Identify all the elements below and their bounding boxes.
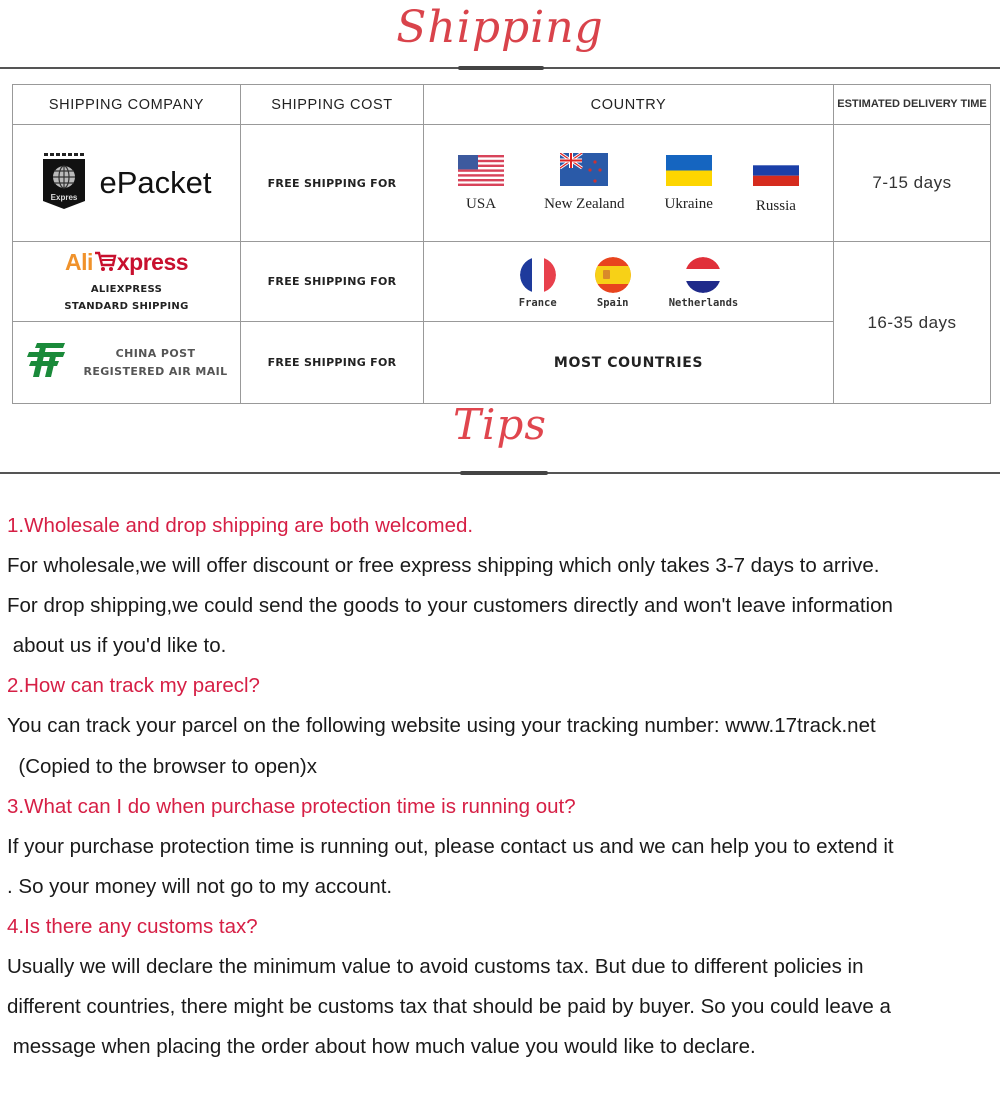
company-cell-epacket	[13, 125, 241, 242]
new-zealand-flag-icon	[560, 153, 608, 186]
country-name: New Zealand	[544, 196, 625, 212]
country-usa	[458, 155, 504, 213]
tip-answer-line: message when placing the order about how much value you would like to declare.	[7, 1035, 756, 1059]
country-name: Russia	[755, 198, 796, 214]
country-spain	[595, 257, 631, 309]
shipping-cost-cell: FREE SHIPPING FOR	[241, 125, 424, 242]
tip-answer-line: For drop shipping,we could send the goods to your customers directly and won't leave information	[7, 594, 893, 618]
tip-answer-line: (Copied to the browser to open)x	[7, 754, 317, 778]
country-ukraine	[665, 155, 713, 213]
most-countries-cell: MOST COUNTRIES	[424, 322, 834, 404]
tips-content	[7, 506, 1000, 1067]
country-name: USA	[466, 196, 497, 212]
country-name: France	[518, 296, 557, 309]
shipping-divider-accent	[458, 66, 544, 70]
netherlands-flag-icon	[685, 257, 721, 293]
tip-question-2: 2.How can track my parecl?	[7, 674, 260, 698]
shipping-title: Shipping	[396, 2, 604, 53]
registered-air-mail-label: REGISTERED AIR MAIL	[83, 364, 228, 378]
tip-answer-line: about us if you'd like to.	[7, 634, 227, 658]
france-flag-icon	[520, 257, 556, 293]
epacket-express-shield-icon	[41, 151, 87, 216]
country-russia	[753, 155, 799, 215]
header-shipping-company: SHIPPING COMPANY	[13, 85, 241, 125]
table-row	[13, 125, 991, 242]
aliexpress-cart-icon	[93, 249, 117, 279]
shipping-cost-cell: FREE SHIPPING FOR	[241, 322, 424, 404]
tip-answer-line: . So your money will not go to my account.	[7, 874, 393, 898]
country-france	[519, 257, 557, 309]
country-new-zealand	[544, 155, 624, 213]
country-cell	[424, 242, 834, 322]
tips-title: Tips	[453, 400, 547, 449]
delivery-time-epacket: 7-15 days	[834, 125, 991, 242]
delivery-time-standard: 16-35 days	[834, 242, 991, 404]
tip-answer-line: If your purchase protection time is running out, please contact us and we can help you to extend it	[7, 834, 894, 858]
russia-flag-icon	[753, 155, 799, 186]
header-country: COUNTRY	[424, 85, 834, 125]
company-cell-aliexpress	[13, 242, 241, 322]
table-header-row	[13, 85, 991, 125]
table-row	[13, 242, 991, 322]
ukraine-flag-icon	[666, 155, 712, 186]
tip-answer-line: different countries, there might be customs tax that should be paid by buyer. So you could leave a	[7, 995, 891, 1019]
company-cell-china-post	[13, 322, 241, 404]
china-post-logo-icon	[25, 341, 67, 384]
tip-question-3: 3.What can I do when purchase protection time is running out?	[7, 794, 576, 818]
tips-divider-accent	[460, 471, 548, 475]
shipping-table	[12, 84, 991, 404]
aliexpress-label: ALIEXPRESS	[90, 283, 163, 295]
spain-flag-icon	[595, 257, 631, 293]
shipping-cost-cell: FREE SHIPPING FOR	[241, 242, 424, 322]
country-name: Ukraine	[664, 196, 713, 212]
country-name: Spain	[596, 296, 629, 309]
header-shipping-cost: SHIPPING COST	[241, 85, 424, 125]
aliexpress-logo: Ali xpress	[65, 249, 188, 279]
tip-question-4: 4.Is there any customs tax?	[7, 914, 258, 938]
usa-flag-icon	[458, 155, 504, 186]
tip-answer-line-tracking: You can track your parcel on the following website using your tracking number: www.17track.net	[7, 714, 876, 738]
country-cell	[424, 125, 834, 242]
country-name: Netherlands	[668, 296, 739, 309]
tip-answer-line: Usually we will declare the minimum value to avoid customs tax. But due to different policies in	[7, 955, 864, 979]
svg-text:Expres: Expres	[51, 192, 78, 202]
header-delivery-time: ESTIMATED DELIVERY TIME	[834, 85, 991, 125]
aliexpress-standard-shipping-label: STANDARD SHIPPING	[64, 300, 189, 312]
tip-question-1: 1.Wholesale and drop shipping are both welcomed.	[7, 514, 474, 537]
country-netherlands	[669, 257, 739, 309]
tip-answer-line: For wholesale,we will offer discount or free express shipping which only takes 3-7 days to arrive.	[7, 554, 880, 578]
china-post-label: CHINA POST	[115, 346, 196, 360]
epacket-name: ePacket	[99, 165, 212, 200]
